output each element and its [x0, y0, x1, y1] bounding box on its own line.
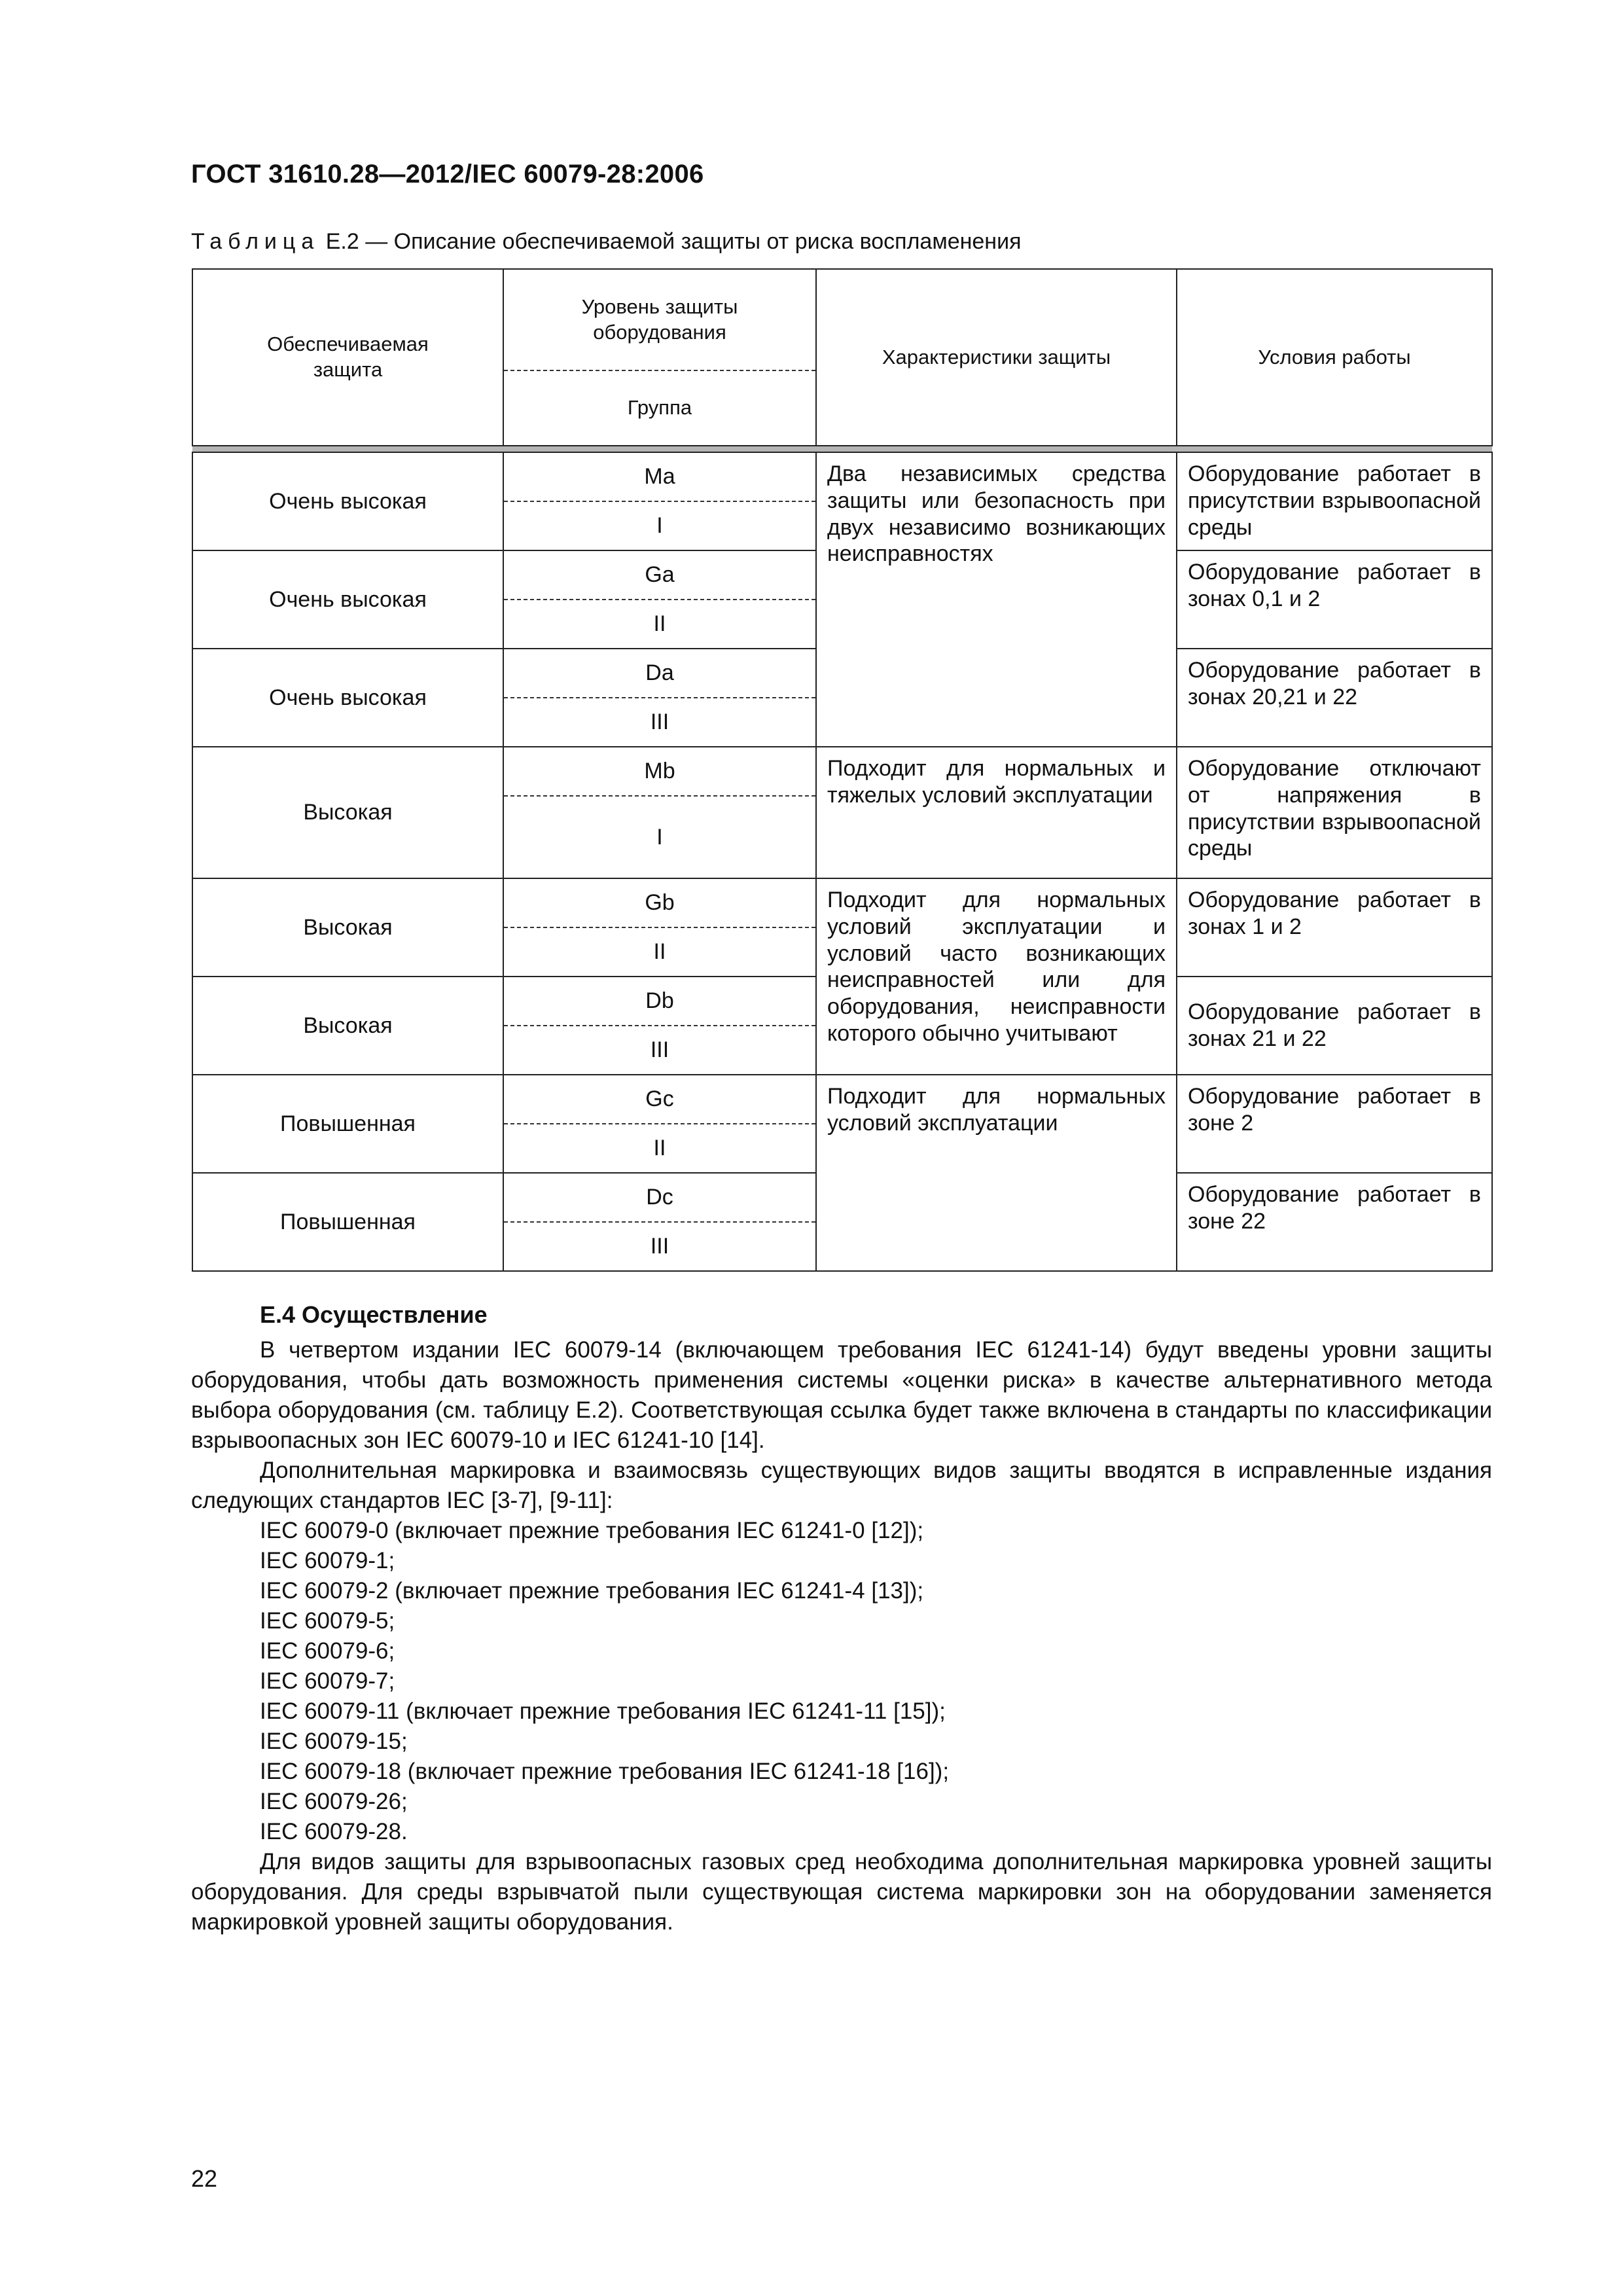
section-title: Е.4 Осуществление [260, 1301, 488, 1328]
list-item: IEC 60079-6; [260, 1638, 395, 1664]
level-cell: Dc [503, 1173, 816, 1222]
level-cell: Mb [503, 747, 816, 796]
table-row [192, 452, 1492, 501]
protection-cell: Очень высокая [192, 550, 503, 649]
list-item: IEC 60079-1; [260, 1548, 395, 1573]
list-item: IEC 60079-28. [260, 1819, 408, 1844]
header-protection: Обеспечиваемая защита [192, 269, 503, 446]
standards-list [191, 1516, 1492, 1847]
table-caption-text: Е.2 — Описание обеспечиваемой защиты от риска воспламенения [319, 229, 1022, 254]
header-level: Уровень защиты оборудования [503, 269, 816, 370]
level-cell: Gb [503, 878, 816, 927]
header-group: Группа [503, 370, 816, 446]
header-conditions: Условия работы [1177, 269, 1492, 446]
group-cell: II [503, 600, 816, 649]
conditions-cell: Оборудование работает в зонах 0,1 и 2 [1177, 550, 1492, 649]
protection-cell: Очень высокая [192, 649, 503, 747]
protection-cell: Очень высокая [192, 452, 503, 550]
group-cell: II [503, 1124, 816, 1173]
list-item: IEC 60079-7; [260, 1668, 395, 1694]
list-item: IEC 60079-15; [260, 1729, 408, 1754]
group-cell: III [503, 1026, 816, 1075]
document-header: ГОСТ 31610.28—2012/IEC 60079-28:2006 [191, 160, 704, 188]
list-item: IEC 60079-2 (включает прежние требования IEC 61241-4 [13]); [260, 1578, 924, 1604]
level-cell: Ga [503, 550, 816, 600]
protection-cell: Высокая [192, 878, 503, 977]
group-cell: III [503, 1222, 816, 1271]
list-item: IEC 60079-0 (включает прежние требования IEC 61241-0 [12]); [260, 1518, 924, 1543]
list-item: IEC 60079-18 (включает прежние требования IEC 61241-18 [16]); [260, 1759, 950, 1784]
level-cell: Gc [503, 1075, 816, 1124]
list-item: IEC 60079-11 (включает прежние требования IEC 61241-11 [15]); [260, 1698, 946, 1724]
table-row [192, 1075, 1492, 1124]
conditions-cell: Оборудование работает в зонах 1 и 2 [1177, 878, 1492, 977]
protection-cell: Повышенная [192, 1173, 503, 1271]
table-caption-label: Таблица [191, 229, 320, 254]
characteristics-cell: Подходит для нормальных условий эксплуатации и условий часто возникающих неисправностей или для оборудования, неисправности которого обычно учитывают [816, 878, 1177, 1075]
group-cell: II [503, 927, 816, 977]
group-cell: III [503, 698, 816, 747]
paragraph: Дополнительная маркировка и взаимосвязь существующих видов защиты вводятся в исправленные издания следующих стандартов IEC [3-7], [9-11]: [191, 1458, 1492, 1513]
paragraph: Для видов защиты для взрывоопасных газовых сред необходима дополнительная маркировка уровней защиты оборудования. Для среды взрывчатой пыли существующая система маркировки зон на оборудовании заменяется маркировкой уровней защиты оборудования. [191, 1849, 1492, 1935]
characteristics-cell: Подходит для нормальных условий эксплуатации [816, 1075, 1177, 1271]
header-separator [192, 446, 1492, 452]
group-cell: I [503, 501, 816, 550]
protection-cell: Высокая [192, 977, 503, 1075]
conditions-cell: Оборудование работает в зоне 2 [1177, 1075, 1492, 1173]
list-item: IEC 60079-26; [260, 1789, 408, 1814]
page-number: 22 [191, 2165, 218, 2192]
group-cell: I [503, 796, 816, 878]
table-caption [191, 229, 1021, 255]
level-cell: Ma [503, 452, 816, 501]
section-body [191, 1335, 1492, 1937]
paragraph: В четвертом издании IEC 60079-14 (включающем требования IEC 61241-14) будут введены уровни защиты оборудования, чтобы дать возможность применения системы «оценки риска» в качестве альтернативного метода выбора оборудования (см. таблицу Е.2). Соответствующая ссылка будет также включена в стандарты по классификации взрывоопасных зон IEC 60079-10 и IEC 61241-10 [14]. [191, 1337, 1492, 1453]
list-item: IEC 60079-5; [260, 1608, 395, 1634]
level-cell: Db [503, 977, 816, 1026]
protection-cell: Высокая [192, 747, 503, 878]
conditions-cell: Оборудование работает в зонах 20,21 и 22 [1177, 649, 1492, 747]
conditions-cell: Оборудование работает в присутствии взрывоопасной среды [1177, 452, 1492, 550]
table-row [192, 747, 1492, 796]
level-cell: Da [503, 649, 816, 698]
characteristics-cell: Два независимых средства защиты или безопасность при двух независимо возникающих неисправностях [816, 452, 1177, 747]
protection-cell: Повышенная [192, 1075, 503, 1173]
conditions-cell: Оборудование работает в зонах 21 и 22 [1177, 977, 1492, 1075]
characteristics-cell: Подходит для нормальных и тяжелых условий эксплуатации [816, 747, 1177, 878]
conditions-cell: Оборудование работает в зоне 22 [1177, 1173, 1492, 1271]
table-row [192, 878, 1492, 927]
header-characteristics: Характеристики защиты [816, 269, 1177, 446]
conditions-cell: Оборудование отключают от напряжения в присутствии взрывоопасной среды [1177, 747, 1492, 878]
protection-table [192, 268, 1493, 1272]
